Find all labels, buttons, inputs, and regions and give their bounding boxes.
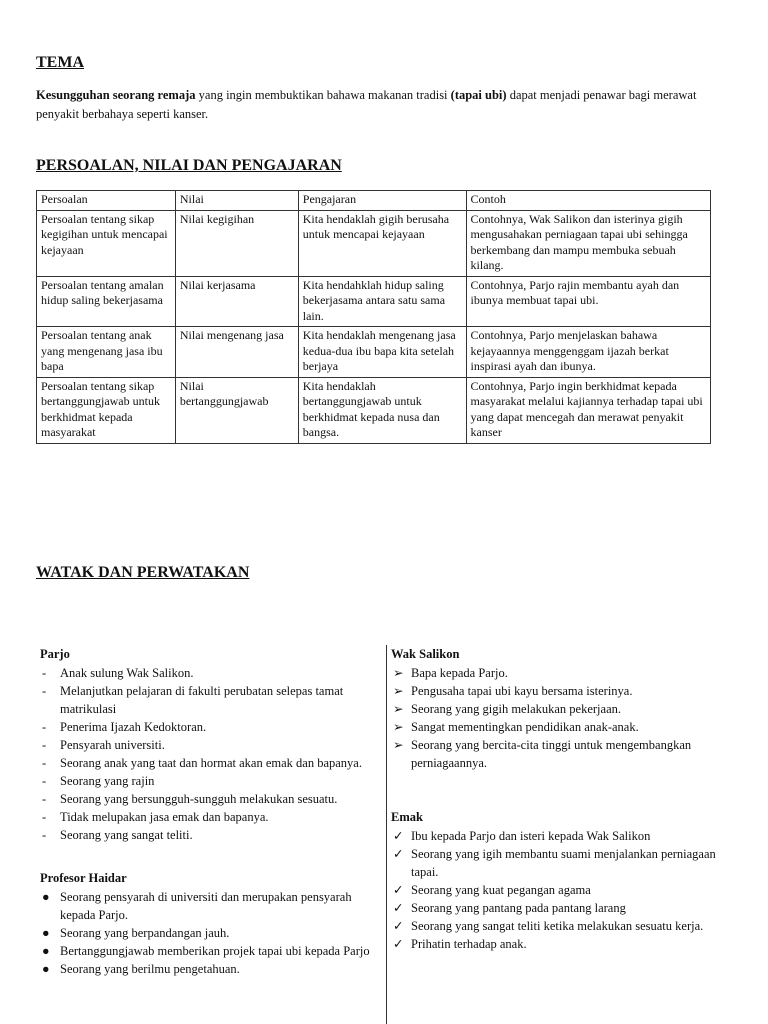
list-item-text: Tidak melupakan jasa emak dan bapanya. xyxy=(60,810,269,824)
table-cell: Nilai kerjasama xyxy=(175,276,298,327)
list-item xyxy=(40,790,385,808)
character-name-parjo: Parjo xyxy=(40,647,70,661)
list-item-text: Pengusaha tapai ubi kayu bersama isterinya. xyxy=(411,684,633,698)
list-item xyxy=(391,935,726,953)
list-item xyxy=(391,845,726,881)
list-item xyxy=(391,664,726,682)
list-item-text: Bertanggungjawab memberikan projek tapai ubi kepada Parjo xyxy=(60,944,370,958)
table-cell: Persoalan tentang anak yang mengenang jasa ibu bapa xyxy=(37,327,176,378)
list-item xyxy=(391,736,726,772)
list-item xyxy=(391,718,726,736)
list-item xyxy=(391,899,726,917)
list-item-text: Seorang anak yang taat dan hormat akan emak dan bapanya. xyxy=(60,756,362,770)
bullet-marker: - xyxy=(42,810,47,824)
table-row xyxy=(37,210,711,276)
table-cell: Contohnya, Parjo ingin berkhidmat kepada masyarakat melalui kajiannya terhadap tapai ubi yang dapat mencegah dan merawat penyakit kanser xyxy=(466,377,710,443)
list-item xyxy=(40,664,385,682)
character-name-wak-salikon: Wak Salikon xyxy=(391,647,460,661)
list-item-text: Seorang pensyarah di universiti dan merupakan pensyarah kepada Parjo. xyxy=(60,890,352,922)
table-cell: Nilai bertanggungjawab xyxy=(175,377,298,443)
theme-text-1: yang ingin membuktikan bahawa makanan tradisi xyxy=(195,88,451,102)
bullet-marker: ✓ xyxy=(393,883,404,897)
column-divider xyxy=(386,645,387,1024)
theme-bold-1: Kesungguhan seorang remaja xyxy=(36,88,196,102)
bullet-marker: ➢ xyxy=(393,720,404,734)
table-cell: Kita hendaklah gigih berusaha untuk mencapai kejayaan xyxy=(298,210,466,276)
wak-salikon-traits xyxy=(391,664,726,772)
bullet-marker: ● xyxy=(42,962,50,976)
table-cell: Persoalan tentang sikap bertanggungjawab untuk berkhidmat kepada masyarakat xyxy=(37,377,176,443)
list-item-text: Seorang yang bersungguh-sungguh melakukan sesuatu. xyxy=(60,792,338,806)
bullet-marker: - xyxy=(42,666,47,680)
list-item-text: Seorang yang igih membantu suami menjalankan perniagaan tapai. xyxy=(411,847,716,879)
bullet-marker: - xyxy=(42,684,47,698)
table-cell: Contohnya, Wak Salikon dan isterinya gigih mengusahakan perniagaan tapai ubi sehingga berkembang dan mampu membuka sebuah kilang. xyxy=(466,210,710,276)
list-item xyxy=(391,917,726,935)
theme-bold-2: (tapai ubi) xyxy=(450,88,507,102)
list-item xyxy=(40,888,385,924)
header-contoh: Contoh xyxy=(466,191,710,211)
bullet-marker: ➢ xyxy=(393,702,404,716)
bullet-marker: - xyxy=(42,828,47,842)
parjo-traits xyxy=(40,664,385,844)
theme-paragraph xyxy=(36,86,726,124)
bullet-marker: ➢ xyxy=(393,684,404,698)
list-item xyxy=(40,826,385,844)
list-item xyxy=(40,736,385,754)
table-cell: Kita hendaklah bertanggungjawab untuk berkhidmat kepada nusa dan bangsa. xyxy=(298,377,466,443)
bullet-marker: - xyxy=(42,756,47,770)
list-item xyxy=(391,700,726,718)
table-row xyxy=(37,327,711,378)
right-column xyxy=(391,645,726,953)
list-item xyxy=(40,772,385,790)
table-row xyxy=(37,276,711,327)
header-nilai: Nilai xyxy=(175,191,298,211)
list-item-text: Seorang yang bercita-cita tinggi untuk mengembangkan perniagaannya. xyxy=(411,738,692,770)
list-item-text: Seorang yang pantang pada pantang larang xyxy=(411,901,626,915)
header-persoalan: Persoalan xyxy=(37,191,176,211)
heading-watak: WATAK DAN PERWATAKAN xyxy=(36,564,250,581)
bullet-marker: ✓ xyxy=(393,847,404,861)
list-item xyxy=(40,718,385,736)
character-name-haidar: Profesor Haidar xyxy=(40,871,127,885)
bullet-marker: ● xyxy=(42,890,50,904)
table-cell: Persoalan tentang sikap kegigihan untuk mencapai kejayaan xyxy=(37,210,176,276)
list-item xyxy=(40,808,385,826)
bullet-marker: ✓ xyxy=(393,919,404,933)
haidar-traits xyxy=(40,888,385,978)
header-pengajaran: Pengajaran xyxy=(298,191,466,211)
bullet-marker: - xyxy=(42,738,47,752)
values-table xyxy=(36,190,711,444)
theme-text-2: dapat menjadi penawar bagi merawat penyakit berbahaya seperti kanser. xyxy=(36,88,697,121)
bullet-marker: ● xyxy=(42,926,50,940)
list-item-text: Seorang yang gigih melakukan pekerjaan. xyxy=(411,702,621,716)
left-column xyxy=(40,645,385,978)
heading-tema: TEMA xyxy=(36,54,84,71)
table-cell: Kita hendaklah mengenang jasa kedua-dua ibu bapa kita setelah berjaya xyxy=(298,327,466,378)
list-item-text: Pensyarah universiti. xyxy=(60,738,165,752)
bullet-marker: - xyxy=(42,720,47,734)
table-cell: Nilai mengenang jasa xyxy=(175,327,298,378)
list-item-text: Anak sulung Wak Salikon. xyxy=(60,666,194,680)
bullet-marker: - xyxy=(42,774,47,788)
table-row xyxy=(37,377,711,443)
table-cell: Contohnya, Parjo menjelaskan bahawa kejayaannya menggenggam ijazah berkat inspirasi ayah dan ibunya. xyxy=(466,327,710,378)
character-name-emak: Emak xyxy=(391,810,423,824)
table-cell: Persoalan tentang amalan hidup saling bekerjasama xyxy=(37,276,176,327)
table-cell: Nilai kegigihan xyxy=(175,210,298,276)
list-item-text: Sangat mementingkan pendidikan anak-anak. xyxy=(411,720,639,734)
table-cell: Kita hendahklah hidup saling bekerjasama antara satu sama lain. xyxy=(298,276,466,327)
list-item xyxy=(391,827,726,845)
bullet-marker: - xyxy=(42,792,47,806)
bullet-marker: ● xyxy=(42,944,50,958)
list-item-text: Prihatin terhadap anak. xyxy=(411,937,527,951)
list-item xyxy=(40,942,385,960)
list-item-text: Seorang yang rajin xyxy=(60,774,155,788)
emak-traits xyxy=(391,827,726,953)
list-item xyxy=(40,682,385,718)
list-item xyxy=(391,682,726,700)
bullet-marker: ✓ xyxy=(393,937,404,951)
list-item xyxy=(40,754,385,772)
list-item-text: Seorang yang sangat teliti ketika melakukan sesuatu kerja. xyxy=(411,919,704,933)
list-item-text: Seorang yang berpandangan jauh. xyxy=(60,926,230,940)
heading-persoalan: PERSOALAN, NILAI DAN PENGAJARAN xyxy=(36,157,342,174)
bullet-marker: ✓ xyxy=(393,829,404,843)
bullet-marker: ➢ xyxy=(393,738,404,752)
list-item xyxy=(40,960,385,978)
list-item xyxy=(391,881,726,899)
table-cell: Contohnya, Parjo rajin membantu ayah dan ibunya membuat tapai ubi. xyxy=(466,276,710,327)
list-item-text: Seorang yang kuat pegangan agama xyxy=(411,883,591,897)
list-item xyxy=(40,924,385,942)
list-item-text: Bapa kepada Parjo. xyxy=(411,666,508,680)
list-item-text: Melanjutkan pelajaran di fakulti perubatan selepas tamat matrikulasi xyxy=(60,684,344,716)
list-item-text: Ibu kepada Parjo dan isteri kepada Wak Salikon xyxy=(411,829,651,843)
bullet-marker: ➢ xyxy=(393,666,404,680)
list-item-text: Seorang yang sangat teliti. xyxy=(60,828,193,842)
list-item-text: Penerima Ijazah Kedoktoran. xyxy=(60,720,207,734)
list-item-text: Seorang yang berilmu pengetahuan. xyxy=(60,962,240,976)
table-header-row xyxy=(37,191,711,211)
bullet-marker: ✓ xyxy=(393,901,404,915)
